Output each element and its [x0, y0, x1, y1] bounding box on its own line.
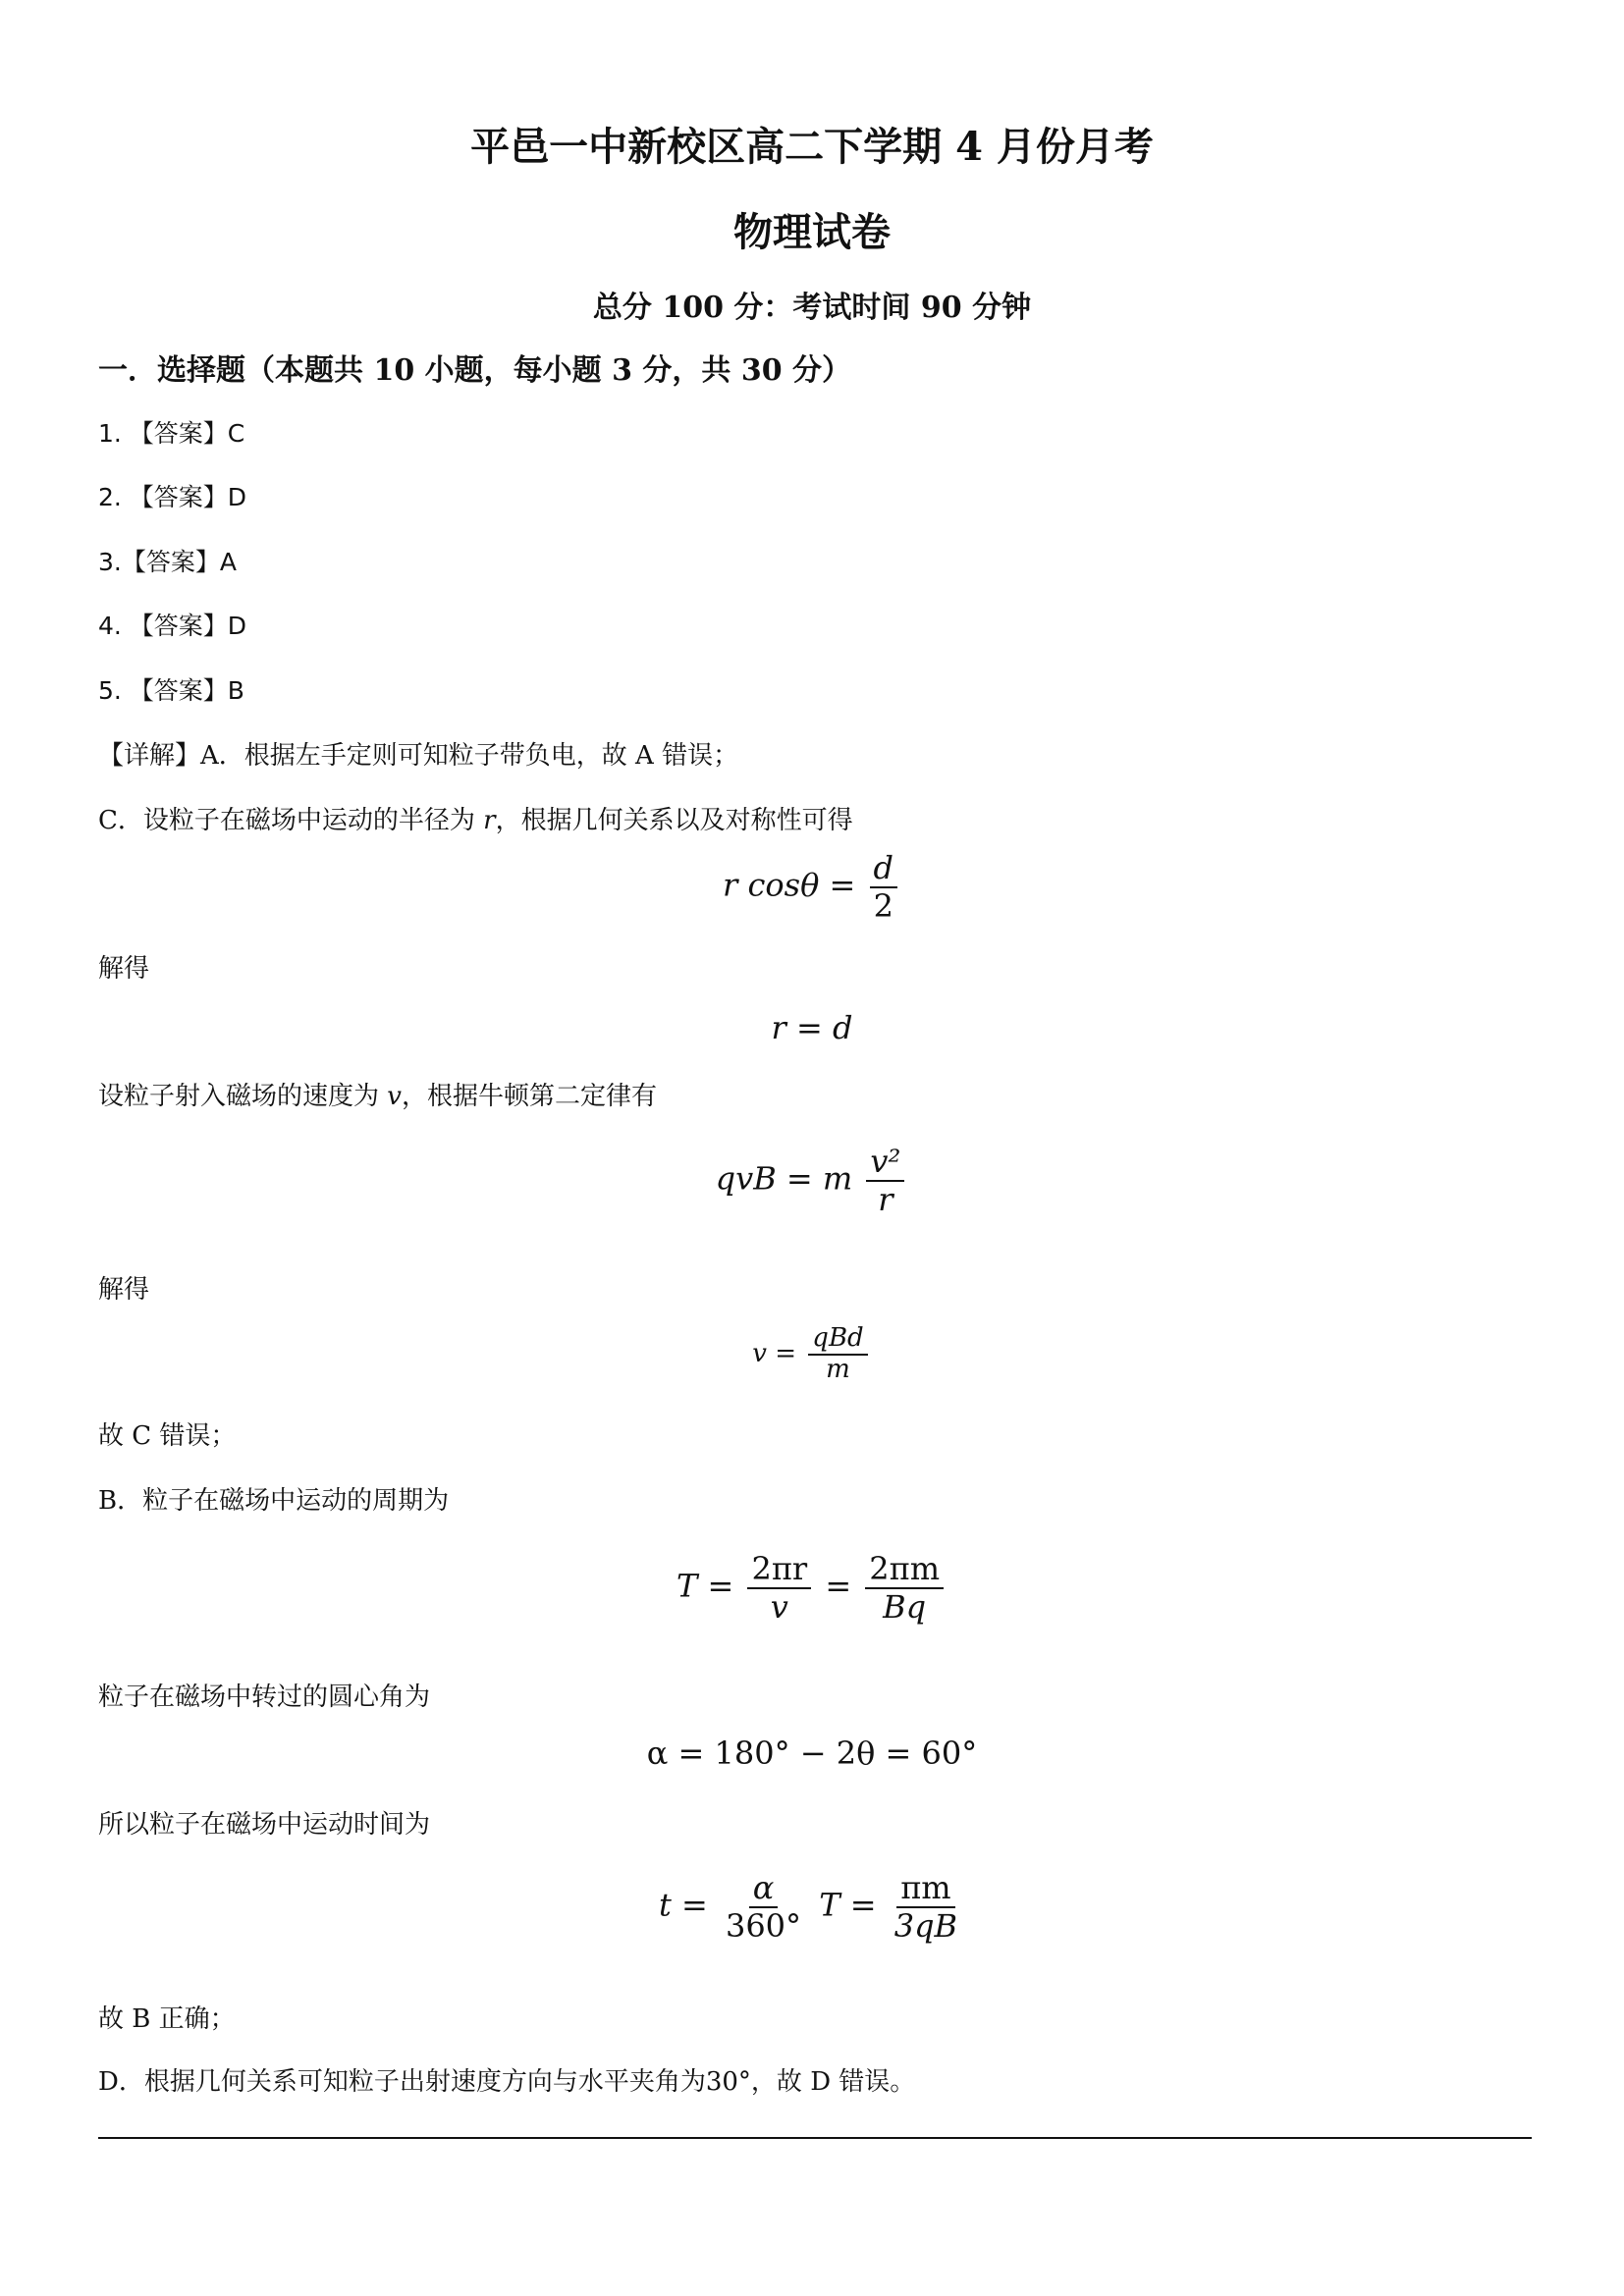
- solve-label-1: 解得: [98, 954, 150, 984]
- detail-d: D．根据几何关系可知粒子出射速度方向与水平夹角为30°，故 D 错误。: [98, 2067, 916, 2097]
- b-conclusion: 故 B 正确；: [98, 2004, 236, 2034]
- time-intro: 所以粒子在磁场中运动时间为: [98, 1810, 431, 1840]
- exam-meta: 总分 100 分：考试时间 90 分钟: [592, 291, 1032, 325]
- equation-radius-geometry: r cosθ = $\frac{d}{2}$: [0, 850, 1624, 925]
- detail-a: 【详解】A．根据左手定则可知粒子带负电，故 A 错误；: [98, 741, 739, 771]
- answer-1: 1. 【答案】C: [98, 419, 245, 448]
- exam-subject: 物理试卷: [733, 209, 891, 255]
- solve-label-2: 解得: [98, 1275, 150, 1305]
- equation-central-angle: α = 180° − 2θ = 60°: [646, 1735, 978, 1772]
- angle-intro: 粒子在磁场中转过的圆心角为: [98, 1682, 431, 1712]
- equation-radius-result: r = d: [771, 1009, 853, 1046]
- exam-title: 平邑一中新校区高二下学期 4 月份月考: [470, 124, 1154, 170]
- equation-speed-result: v = $\frac{\text{qBd}}{m}$: [0, 1324, 1624, 1385]
- footer-divider: [98, 2137, 1532, 2139]
- equation-period: T = $\frac{2\pi r}{v}$ = $\frac{2\pi m}{Bq}$: [0, 1551, 1624, 1626]
- c-conclusion: 故 C 错误；: [98, 1421, 237, 1451]
- detail-c-intro: C．设粒子在磁场中运动的半径为 r，根据几何关系以及对称性可得: [98, 806, 853, 835]
- answer-4: 4. 【答案】D: [98, 612, 247, 640]
- equation-time: t = $\frac{\alpha}{360^\circ}$ T = $\frac{\pi m}{3qB}$: [658, 1869, 958, 1945]
- section-heading: 一．选择题（本题共 10 小题，每小题 3 分，共 30 分）: [98, 353, 852, 388]
- answer-2: 2. 【答案】D: [98, 483, 247, 511]
- detail-b-intro: B．粒子在磁场中运动的周期为: [98, 1486, 450, 1516]
- answer-3: 3.【答案】A: [98, 548, 237, 576]
- equation-newton-second-law: qvB = m $\frac{\text{v²}}{r}$: [0, 1144, 1624, 1218]
- speed-intro: 设粒子射入磁场的速度为 v，根据牛顿第二定律有: [98, 1082, 657, 1111]
- answer-5: 5. 【答案】B: [98, 676, 244, 705]
